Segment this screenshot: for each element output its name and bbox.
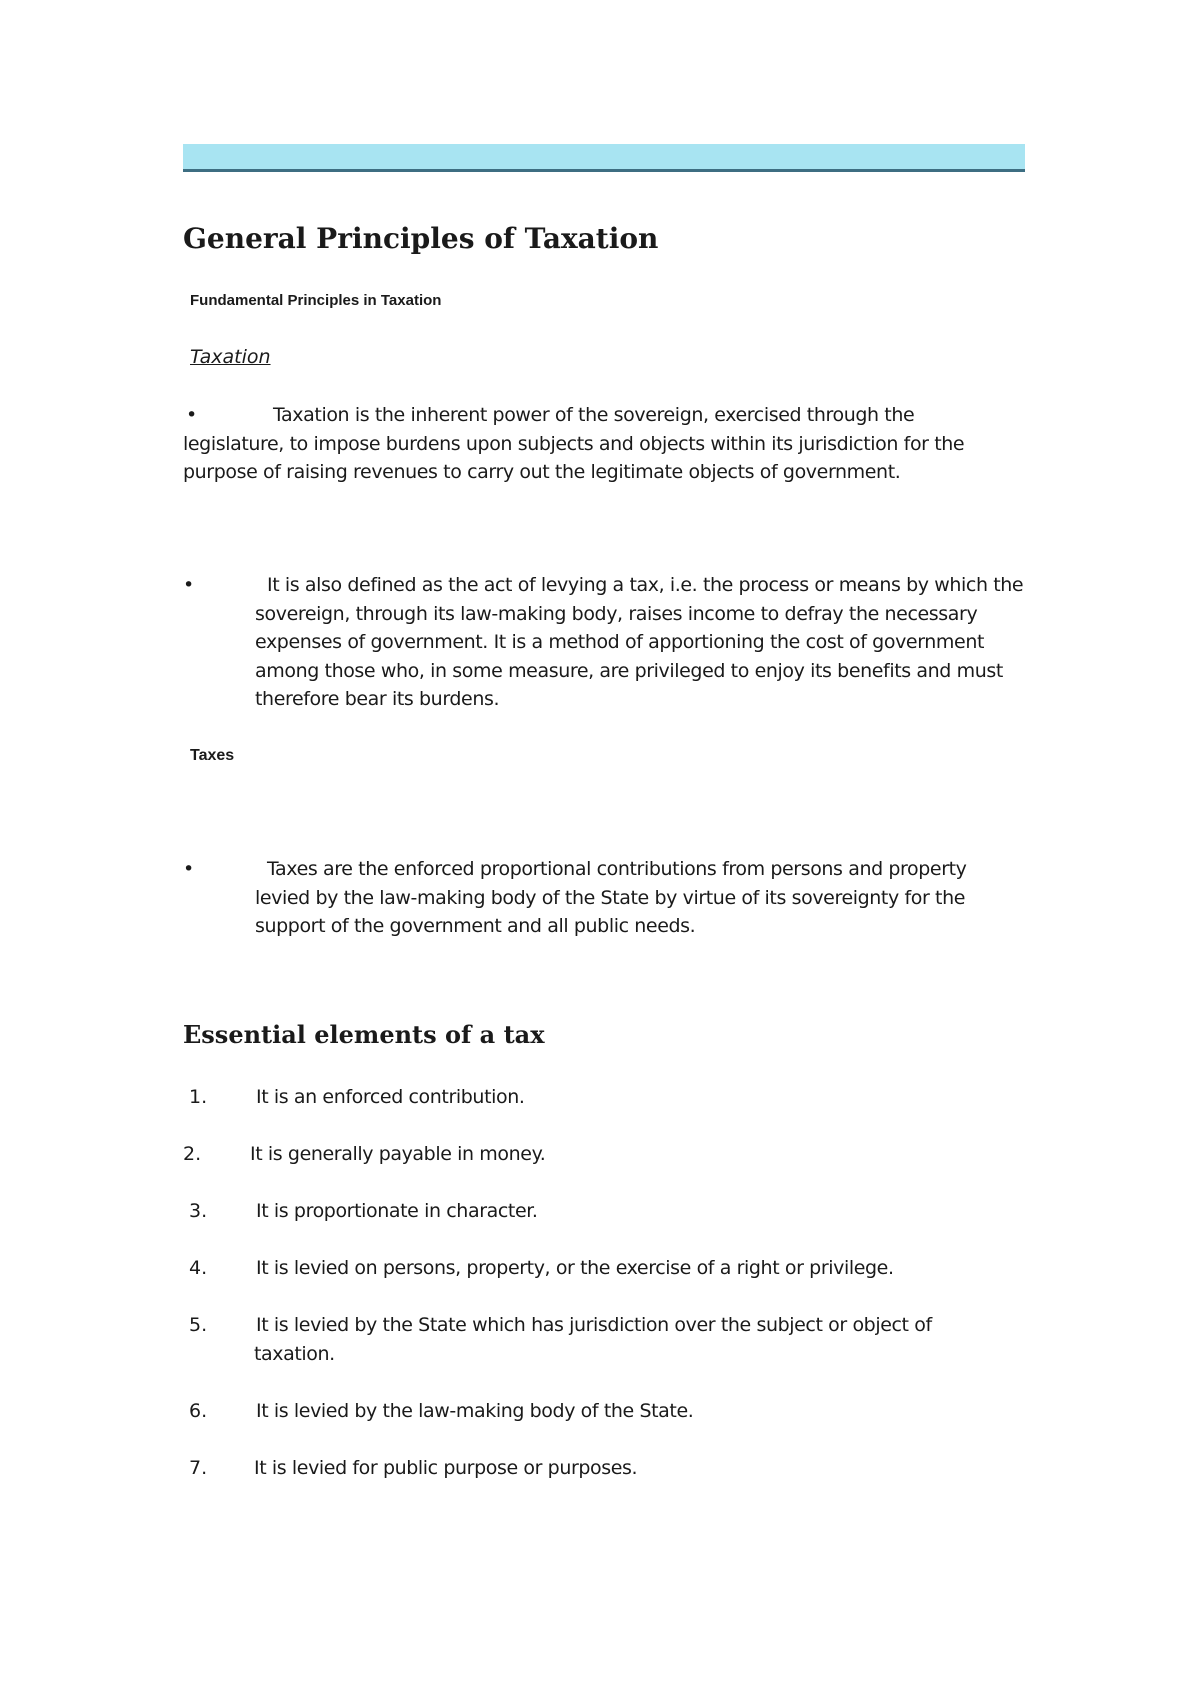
list-number: 4. [189, 1257, 208, 1279]
list-number: 2. [183, 1143, 202, 1165]
taxation-bullet-2-text: It is also defined as the act of levying a tax, i.e. the process or means by which the sovereign, through its law-making body, raises income to defray the necessary expenses of government. It is a method of apportioning the cost of government among those who, in some measure, are privileged to enjoy its benefits and must therefore bear its burdens. [255, 574, 1024, 710]
taxation-heading: Taxation [190, 346, 271, 368]
taxation-bullet-1-text: Taxation is the inherent power of the sovereign, exercised through the legislature, to impose burdens upon subjects and objects within its jurisdiction for the purpose of raising revenues to carry out the legitimate objects of government. [183, 404, 965, 483]
header-band [183, 144, 1025, 172]
list-item: It is proportionate in character. [256, 1200, 538, 1222]
list-number: 7. [189, 1457, 208, 1479]
list-number: 5. [189, 1314, 208, 1336]
list-item: It is levied by the law-making body of the State. [256, 1400, 694, 1422]
list-item: It is generally payable in money. [250, 1143, 546, 1165]
list-item: It is an enforced contribution. [256, 1086, 525, 1108]
bullet-icon: • [186, 404, 197, 426]
list-number: 1. [189, 1086, 208, 1108]
list-number: 3. [189, 1200, 208, 1222]
bullet-icon: • [183, 858, 195, 880]
taxes-heading: Taxes [190, 747, 235, 764]
bullet-icon: • [183, 574, 195, 596]
list-number: 6. [189, 1400, 208, 1422]
elements-title: Essential elements of a tax [183, 1020, 545, 1049]
list-item: It is levied on persons, property, or the exercise of a right or privilege. [256, 1257, 894, 1279]
list-item: It is levied for public purpose or purposes. [254, 1457, 638, 1479]
taxes-bullet-1-text: Taxes are the enforced proportional contributions from persons and property levied by the law-making body of the State by virtue of its sovereignty for the support of the government and all public needs. [255, 858, 967, 937]
subheading: Fundamental Principles in Taxation [190, 292, 442, 309]
main-title: General Principles of Taxation [183, 222, 659, 255]
taxation-bullet-1 [183, 401, 1003, 487]
list-item: It is levied by the State which has jurisdiction over the subject or object of taxation. [254, 1314, 932, 1365]
